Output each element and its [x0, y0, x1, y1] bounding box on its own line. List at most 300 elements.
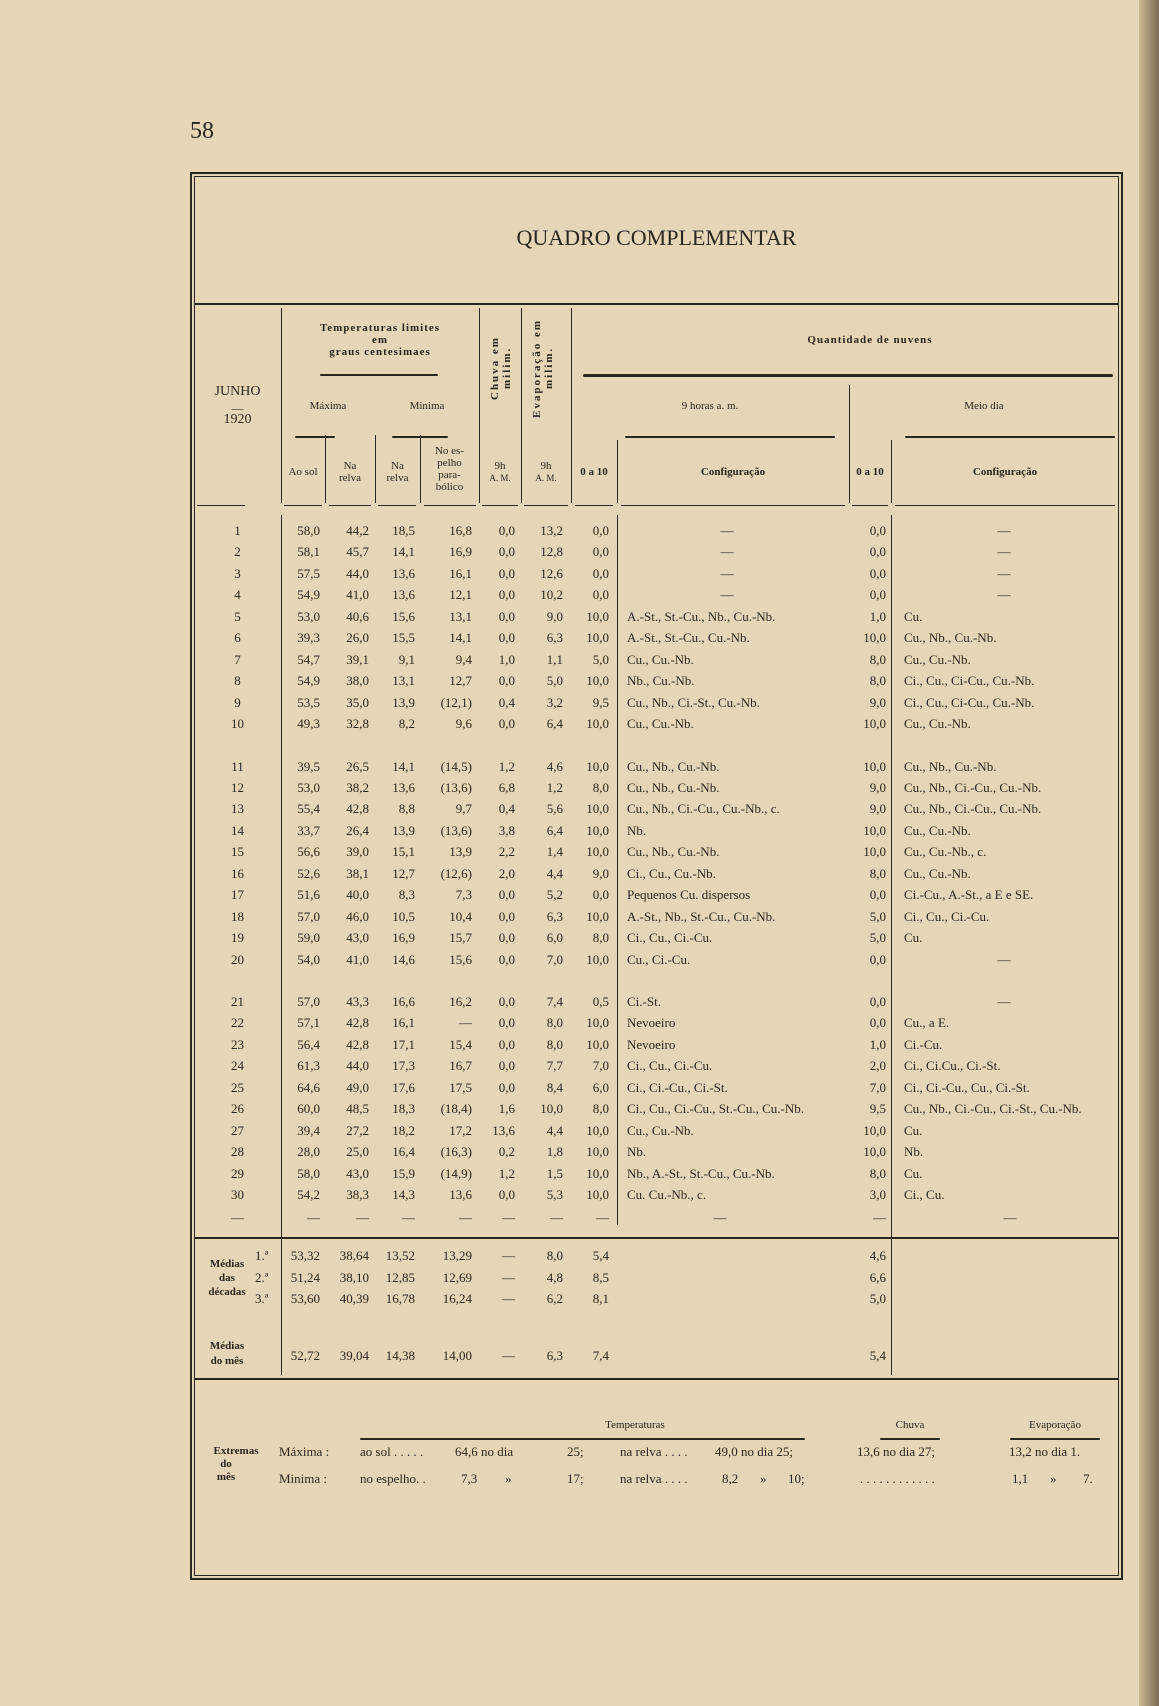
extremas-maxima-t2: na relva . . . .: [620, 1444, 688, 1459]
meio-dia-header: Meio dia: [964, 400, 1004, 412]
cell-nuvens-9h: 10,0: [586, 823, 609, 838]
cell-espelho: 7,3: [455, 887, 472, 902]
cell-ao-sol: 54,2: [297, 1187, 320, 1202]
cell-na-relva-max: 32,8: [346, 716, 369, 731]
cell-configuracao-meio-dia: Cu., Cu.-Nb., c.: [904, 844, 987, 859]
evap-hour-2: A. M.: [535, 473, 557, 483]
cell-na-relva-min: 13,9: [392, 695, 415, 710]
cell-evaporacao: 6,3: [546, 630, 563, 645]
cell-chuva: 0,0: [498, 952, 515, 967]
decada-cell: 40,39: [339, 1291, 369, 1306]
cell-nuvens-meio-dia: 1,0: [869, 1037, 886, 1052]
cell-nuvens-9h: 10,0: [586, 630, 609, 645]
cell-nuvens-9h: 10,0: [586, 1144, 609, 1159]
cell-nuvens-9h: 10,0: [586, 909, 609, 924]
cell-ao-sol: 28,0: [297, 1144, 320, 1159]
header-underline: [197, 505, 245, 506]
cell-na-relva-max: 44,2: [346, 523, 369, 538]
decada-cell: 1.ª: [255, 1248, 269, 1263]
decada-cell: 13,29: [442, 1248, 472, 1263]
extremas-minima-d3: 7.: [1083, 1471, 1093, 1486]
cell-configuracao-meio-dia: —: [997, 994, 1011, 1009]
decada-cell: 8,5: [592, 1270, 609, 1285]
decada-cell: 12,69: [442, 1270, 472, 1285]
cell-configuracao-meio-dia: Ci., Ci.-Cu., Cu., Ci.-St.: [904, 1080, 1030, 1095]
cell-day: 1: [234, 523, 241, 538]
cell-configuracao-meio-dia: Cu., a E.: [904, 1015, 950, 1030]
decada-cell: 12,85: [385, 1270, 415, 1285]
header-underline: [482, 505, 518, 506]
cell-na-relva-min: 13,6: [392, 780, 415, 795]
cell-ao-sol: 53,5: [297, 695, 320, 710]
cell-chuva: 0,0: [498, 630, 515, 645]
cell-espelho: 16,7: [449, 1058, 472, 1073]
cell-nuvens-9h: 6,0: [592, 1080, 609, 1095]
cell-na-relva-min: 16,1: [392, 1015, 415, 1030]
cell-nuvens-meio-dia: 0,0: [869, 587, 886, 602]
header-underline: [852, 505, 888, 506]
cell-chuva: 2,2: [498, 844, 515, 859]
nove-horas-header: 9 horas a. m.: [681, 400, 739, 412]
cell-na-relva-max: 42,8: [346, 801, 369, 816]
cell-evaporacao: 1,5: [546, 1166, 563, 1181]
cell-configuracao-9h: Cu., Cu.-Nb.: [627, 652, 694, 667]
cell-nuvens-9h: 10,0: [586, 759, 609, 774]
cell-evaporacao: 5,0: [546, 673, 563, 688]
cell-nuvens-meio-dia: 5,0: [869, 930, 886, 945]
cell-chuva: 0,0: [498, 1080, 515, 1095]
cell-day: 19: [231, 930, 244, 945]
cell-day: 24: [231, 1058, 244, 1073]
cell-configuracao-9h: —: [720, 587, 734, 602]
page-number: 58: [190, 118, 214, 144]
cell-na-relva-min: 17,1: [392, 1037, 415, 1052]
cell-na-relva-max: 43,0: [346, 930, 369, 945]
month-dash: —: [231, 401, 244, 415]
cell-na-relva-max: 46,0: [346, 909, 369, 924]
cell-dash: —: [459, 1210, 472, 1225]
cell-ao-sol: 56,6: [297, 844, 320, 859]
cell-na-relva-min: 12,7: [392, 866, 415, 881]
cell-nuvens-meio-dia: 8,0: [869, 1166, 886, 1181]
cell-espelho: 16,2: [449, 994, 472, 1009]
cell-nuvens-9h: 0,0: [592, 544, 609, 559]
header-underline: [524, 505, 568, 506]
cell-evaporacao: 9,0: [546, 609, 563, 624]
extremas-maxima-label: Máxima :: [279, 1444, 330, 1459]
medias-mes-label-1: Médias: [209, 1340, 245, 1352]
cell-day: 5: [234, 609, 241, 624]
cell-configuracao-meio-dia: Ci., Cu., Ci.-Cu.: [904, 909, 990, 924]
header-underline: [424, 505, 476, 506]
cell-ao-sol: 39,4: [297, 1123, 320, 1138]
cell-chuva: 0,0: [498, 1187, 515, 1202]
cell-chuva: 0,0: [498, 523, 515, 538]
cell-nuvens-9h: 10,0: [586, 801, 609, 816]
cell-ao-sol: 59,0: [297, 930, 320, 945]
cell-day: 18: [231, 909, 244, 924]
extremas-minima-evap: 1,1: [1012, 1471, 1029, 1486]
cell-evaporacao: 6,4: [546, 823, 563, 838]
cell-nuvens-meio-dia: 10,0: [863, 759, 886, 774]
cell-chuva: 6,8: [498, 780, 515, 795]
cell-na-relva-min: 16,4: [392, 1144, 415, 1159]
cell-na-relva-min: 16,9: [392, 930, 415, 945]
cell-day: 26: [231, 1101, 244, 1116]
medias-decadas-label-1: Médias: [209, 1258, 245, 1270]
cell-espelho: 13,1: [449, 609, 472, 624]
cell-nuvens-meio-dia: 2,0: [869, 1058, 886, 1073]
decada-cell: 4,8: [546, 1270, 563, 1285]
chuva-hour-2: A. M.: [489, 473, 511, 483]
cell-configuracao-meio-dia: Ci.-Cu.: [904, 1037, 943, 1052]
extremas-evaporacao-header: Evaporação: [1029, 1419, 1081, 1431]
cell-evaporacao: 1,8: [546, 1144, 563, 1159]
mes-cell: 5,4: [869, 1348, 886, 1363]
cell-na-relva-min: 14,3: [392, 1187, 415, 1202]
cell-evaporacao: 12,6: [540, 566, 563, 581]
cell-na-relva-min: 16,6: [392, 994, 415, 1009]
cell-day: 6: [234, 630, 241, 645]
cell-espelho: 15,6: [449, 952, 472, 967]
cell-ao-sol: 33,7: [297, 823, 320, 838]
cell-espelho: (13,6): [440, 823, 472, 838]
cell-ao-sol: 39,5: [297, 759, 320, 774]
cell-nuvens-9h: 0,5: [592, 994, 609, 1009]
cell-na-relva-min: 15,9: [392, 1166, 415, 1181]
cell-configuracao-9h: Cu., Nb., Ci.-Cu., Cu.-Nb., c.: [627, 801, 780, 816]
cell-configuracao-9h: —: [720, 523, 734, 538]
cell-nuvens-9h: 10,0: [586, 844, 609, 859]
cell-nuvens-9h: 10,0: [586, 1187, 609, 1202]
cell-chuva: 0,0: [498, 994, 515, 1009]
extremas-minima-label: Minima :: [279, 1471, 328, 1486]
cell-ao-sol: 58,0: [297, 523, 320, 538]
cell-configuracao-meio-dia: Cu., Nb., Ci.-Cu., Cu.-Nb.: [904, 780, 1042, 795]
cell-ao-sol: 56,4: [297, 1037, 320, 1052]
configuracao-header-2: Configuração: [972, 466, 1038, 478]
cell-day: 8: [234, 673, 241, 688]
cell-ao-sol: 55,4: [297, 801, 320, 816]
cell-na-relva-min: 18,5: [392, 523, 415, 538]
cell-ao-sol: 57,5: [297, 566, 320, 581]
temp-group-line3: graus centesimaes: [329, 346, 431, 358]
cell-configuracao-meio-dia: Cu., Cu.-Nb.: [904, 652, 971, 667]
nuvens-header: Quantidade de nuvens: [807, 334, 933, 346]
cell-day: 11: [231, 759, 244, 774]
cell-evaporacao: 6,0: [546, 930, 563, 945]
cell-configuracao-9h: Nevoeiro: [627, 1037, 676, 1052]
cell-na-relva-max: 44,0: [346, 566, 369, 581]
cell-configuracao-9h: Ci., Cu., Ci.-Cu.: [627, 930, 713, 945]
table-title: QUADRO COMPLEMENTAR: [516, 225, 797, 250]
month-label: JUNHO: [214, 384, 261, 399]
cell-chuva: 0,0: [498, 587, 515, 602]
decada-cell: 5,0: [869, 1291, 886, 1306]
cell-na-relva-max: 49,0: [346, 1080, 369, 1095]
cell-evaporacao: 8,0: [546, 1037, 563, 1052]
cell-nuvens-9h: 0,0: [592, 523, 609, 538]
cell-configuracao-meio-dia: —: [997, 952, 1011, 967]
decada-cell: 6,6: [869, 1270, 886, 1285]
cell-ao-sol: 54,0: [297, 952, 320, 967]
temp-group-rule: [320, 374, 438, 376]
decada-cell: 3.ª: [255, 1291, 269, 1306]
cell-evaporacao: 8,0: [546, 1015, 563, 1030]
cell-espelho: 9,6: [455, 716, 472, 731]
cell-na-relva-max: 25,0: [346, 1144, 369, 1159]
cell-na-relva-max: 38,2: [346, 780, 369, 795]
cell-configuracao-meio-dia: Cu., Cu.-Nb.: [904, 866, 971, 881]
decada-cell: 16,78: [385, 1291, 415, 1306]
cell-na-relva-max: 39,1: [346, 652, 369, 667]
extremas-minima-q2: »: [760, 1471, 767, 1486]
cell-evaporacao: 6,3: [546, 909, 563, 924]
cell-na-relva-max: 48,5: [346, 1101, 369, 1116]
cell-nuvens-meio-dia: 0,0: [869, 994, 886, 1009]
cell-na-relva-max: 40,0: [346, 887, 369, 902]
extremas-chuva-rule: [880, 1438, 940, 1440]
cell-configuracao-9h: Cu., Cu.-Nb.: [627, 716, 694, 731]
cell-configuracao-meio-dia: Ci., Cu., Ci-Cu., Cu.-Nb.: [904, 673, 1035, 688]
cell-configuracao-9h: Pequenos Cu. dispersos: [627, 887, 751, 902]
cell-configuracao-9h: Nb., A.-St., St.-Cu., Cu.-Nb.: [627, 1166, 775, 1181]
cell-ao-sol: 54,9: [297, 587, 320, 602]
cell-na-relva-min: 17,6: [392, 1080, 415, 1095]
cell-day: 7: [234, 652, 241, 667]
cell-nuvens-9h: 8,0: [592, 780, 609, 795]
cell-na-relva-max: 38,1: [346, 866, 369, 881]
cell-nuvens-meio-dia: 9,0: [869, 780, 886, 795]
decada-cell: 16,24: [442, 1291, 472, 1306]
cell-nuvens-meio-dia: 10,0: [863, 823, 886, 838]
cell-nuvens-meio-dia: 0,0: [869, 952, 886, 967]
cell-nuvens-9h: 10,0: [586, 673, 609, 688]
cell-day: 15: [231, 844, 244, 859]
header-underline: [284, 505, 322, 506]
cell-dash: —: [596, 1210, 609, 1225]
cell-configuracao-9h: Ci., Cu., Cu.-Nb.: [627, 866, 716, 881]
cell-chuva: 0,0: [498, 930, 515, 945]
medias-rule-top: [194, 1237, 1119, 1239]
cell-espelho: 17,5: [449, 1080, 472, 1095]
cell-chuva: 0,0: [498, 1058, 515, 1073]
cell-evaporacao: 1,4: [546, 844, 563, 859]
cell-configuracao-9h: Cu., Cu.-Nb.: [627, 1123, 694, 1138]
cell-configuracao-9h: Cu. Cu.-Nb., c.: [627, 1187, 707, 1202]
extremas-maxima-v1: 64,6 no dia: [455, 1444, 514, 1459]
minima-label: Minima: [409, 400, 445, 412]
cell-day: 14: [231, 823, 244, 838]
cell-configuracao-meio-dia: Nb.: [904, 1144, 924, 1159]
cell-day: 23: [231, 1037, 244, 1052]
cell-day: 28: [231, 1144, 244, 1159]
cell-nuvens-meio-dia: 9,0: [869, 801, 886, 816]
cell-ao-sol: 57,1: [297, 1015, 320, 1030]
cell-espelho: 12,7: [449, 673, 472, 688]
cell-na-relva-min: 17,3: [392, 1058, 415, 1073]
cell-ao-sol: 54,7: [297, 652, 320, 667]
cell-na-relva-max: 41,0: [346, 952, 369, 967]
cell-evaporacao: 12,8: [540, 544, 563, 559]
cell-na-relva-min: 14,1: [392, 759, 415, 774]
cell-dash: —: [873, 1210, 886, 1225]
cell-ao-sol: 53,0: [297, 780, 320, 795]
cell-configuracao-9h: A.-St., St.-Cu., Nb., Cu.-Nb.: [627, 609, 776, 624]
extremas-minima-t2: na relva . . . .: [620, 1471, 688, 1486]
cell-evaporacao: 13,2: [540, 523, 563, 538]
chuva-header: Chuva em milim.: [489, 336, 513, 400]
decada-cell: —: [502, 1270, 515, 1285]
cell-espelho: 15,7: [449, 930, 472, 945]
cell-nuvens-9h: 0,0: [592, 887, 609, 902]
cell-day: 29: [231, 1166, 244, 1181]
cell-evaporacao: 7,4: [546, 994, 563, 1009]
extremas-minima-q1: »: [505, 1471, 512, 1486]
cell-na-relva-min: 14,1: [392, 544, 415, 559]
cell-configuracao-9h: —: [720, 544, 734, 559]
extremas-minima-v2: 8,2: [722, 1471, 739, 1486]
cell-chuva: 0,0: [498, 1015, 515, 1030]
cell-espelho: (12,1): [440, 695, 472, 710]
cell-chuva: 0,2: [498, 1144, 515, 1159]
cell-na-relva-max: 39,0: [346, 844, 369, 859]
cell-nuvens-9h: 7,0: [592, 1058, 609, 1073]
mes-cell: 14,00: [442, 1348, 472, 1363]
cell-chuva: 1,6: [498, 1101, 515, 1116]
cell-na-relva-min: 8,3: [398, 887, 415, 902]
cell-configuracao-meio-dia: Ci., Cu.: [904, 1187, 945, 1202]
vrule: [617, 515, 618, 1225]
cell-chuva: 0,0: [498, 1037, 515, 1052]
header-underline: [895, 505, 1115, 506]
ao-sol-header: Ao sol: [288, 466, 318, 478]
medias-mes-label-2: do mês: [210, 1355, 244, 1367]
cell-dash: —: [502, 1210, 515, 1225]
espelho-header-3: para-: [438, 469, 461, 481]
cell-configuracao-9h: —: [720, 566, 734, 581]
cell-day: 16: [231, 866, 244, 881]
cell-nuvens-9h: 9,5: [592, 695, 609, 710]
cell-day: 25: [231, 1080, 244, 1095]
cell-na-relva-max: 27,2: [346, 1123, 369, 1138]
chuva-hour-1: 9h: [494, 460, 506, 472]
cell-espelho: —: [459, 1015, 472, 1030]
cell-configuracao-9h: Nb.: [627, 1144, 647, 1159]
cell-ao-sol: 51,6: [297, 887, 320, 902]
cell-na-relva-max: 42,8: [346, 1015, 369, 1030]
cell-evaporacao: 3,2: [546, 695, 563, 710]
cell-na-relva-max: 43,0: [346, 1166, 369, 1181]
cell-nuvens-9h: 10,0: [586, 1123, 609, 1138]
cell-nuvens-meio-dia: 1,0: [869, 609, 886, 624]
cell-espelho: (14,9): [440, 1166, 472, 1181]
cell-day: 4: [234, 587, 241, 602]
na-relva-min-header-2: relva: [386, 472, 409, 484]
cell-nuvens-meio-dia: 9,0: [869, 695, 886, 710]
cell-nuvens-meio-dia: 0,0: [869, 887, 886, 902]
cell-evaporacao: 6,4: [546, 716, 563, 731]
cell-configuracao-meio-dia: Cu., Nb., Cu.-Nb.: [904, 630, 997, 645]
header-underline: [575, 505, 613, 506]
cell-evaporacao: 1,2: [546, 780, 563, 795]
cell-configuracao-meio-dia: Cu.: [904, 609, 923, 624]
cell-espelho: 13,6: [449, 1187, 472, 1202]
cell-chuva: 1,2: [498, 759, 515, 774]
cell-nuvens-meio-dia: 10,0: [863, 1123, 886, 1138]
cell-espelho: (12,6): [440, 866, 472, 881]
cell-nuvens-meio-dia: 8,0: [869, 673, 886, 688]
cell-configuracao-9h: Cu., Ci.-Cu.: [627, 952, 691, 967]
cell-nuvens-meio-dia: 10,0: [863, 1144, 886, 1159]
cell-na-relva-max: 38,3: [346, 1187, 369, 1202]
cell-day: 20: [231, 952, 244, 967]
cell-na-relva-max: 26,5: [346, 759, 369, 774]
cell-chuva: 1,0: [498, 652, 515, 667]
extremas-label-3: mês: [216, 1471, 236, 1483]
extremas-minima-d1: 17;: [567, 1471, 584, 1486]
extremas-maxima-d1: 25;: [567, 1444, 584, 1459]
page-edge: [1139, 0, 1159, 1706]
cell-day: 3: [234, 566, 241, 581]
cell-chuva: 13,6: [492, 1123, 515, 1138]
cell-na-relva-min: 9,1: [398, 652, 415, 667]
cell-nuvens-9h: 9,0: [592, 866, 609, 881]
cell-configuracao-meio-dia: Cu., Nb., Ci.-Cu., Ci.-St., Cu.-Nb.: [904, 1101, 1082, 1116]
cell-configuracao-meio-dia: Ci., Ci.Cu., Ci.-St.: [904, 1058, 1001, 1073]
extremas-temp-rule: [360, 1438, 805, 1440]
zero-a-dez-header-1: 0 a 10: [580, 466, 608, 478]
cell-ao-sol: 57,0: [297, 909, 320, 924]
mes-cell: 52,72: [290, 1348, 320, 1363]
cell-na-relva-min: 15,5: [392, 630, 415, 645]
cell-nuvens-9h: 10,0: [586, 1037, 609, 1052]
espelho-header-4: bólico: [435, 481, 464, 493]
cell-chuva: 0,0: [498, 716, 515, 731]
cell-nuvens-meio-dia: 9,5: [869, 1101, 886, 1116]
cell-configuracao-meio-dia: Cu., Nb., Ci.-Cu., Cu.-Nb.: [904, 801, 1042, 816]
vrule: [891, 515, 892, 1375]
decada-cell: 53,32: [290, 1248, 320, 1263]
evaporacao-header: Evaporação em milim.: [531, 318, 555, 418]
medias-decadas-label-2: das: [219, 1272, 235, 1284]
cell-configuracao-9h: Cu., Nb., Cu.-Nb.: [627, 844, 720, 859]
cell-na-relva-min: 13,1: [392, 673, 415, 688]
cell-evaporacao: 8,4: [546, 1080, 563, 1095]
cell-na-relva-min: 15,1: [392, 844, 415, 859]
mes-cell: 14,38: [385, 1348, 415, 1363]
cell-configuracao-9h: Ci., Cu., Ci.-Cu., St.-Cu., Cu.-Nb.: [627, 1101, 804, 1116]
cell-na-relva-max: 42,8: [346, 1037, 369, 1052]
na-relva-max-header-1: Na: [343, 460, 357, 472]
na-relva-max-header-2: relva: [339, 472, 361, 484]
cell-nuvens-meio-dia: 8,0: [869, 866, 886, 881]
mes-cell: 7,4: [592, 1348, 609, 1363]
cell-espelho: (16,3): [440, 1144, 472, 1159]
cell-chuva: 0,0: [498, 909, 515, 924]
cell-espelho: 16,8: [449, 523, 472, 538]
decada-cell: 4,6: [869, 1248, 886, 1263]
cell-day: 17: [231, 887, 244, 902]
cell-nuvens-9h: 10,0: [586, 1015, 609, 1030]
cell-espelho: 15,4: [449, 1037, 472, 1052]
cell-nuvens-meio-dia: 10,0: [863, 844, 886, 859]
cell-ao-sol: 52,6: [297, 866, 320, 881]
cell-configuracao-meio-dia: Cu., Nb., Cu.-Nb.: [904, 759, 997, 774]
cell-na-relva-max: 44,0: [346, 1058, 369, 1073]
cell-espelho: 17,2: [449, 1123, 472, 1138]
extremas-maxima-t1: ao sol . . . . .: [360, 1444, 424, 1459]
